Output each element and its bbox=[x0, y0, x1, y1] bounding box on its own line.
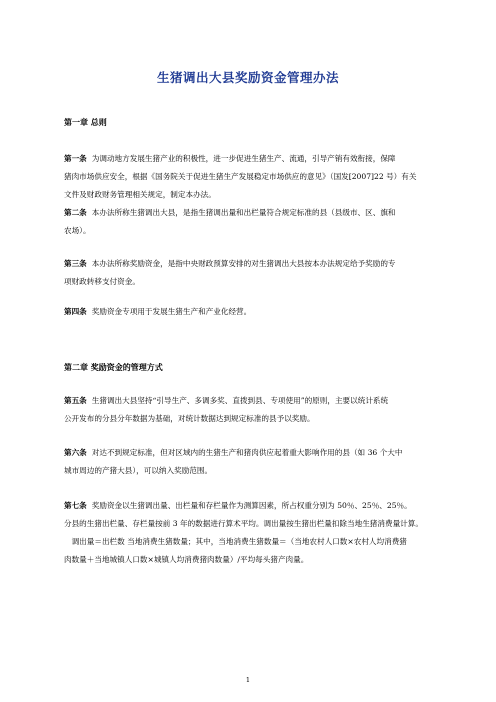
article-text: 本办法所称生猪调出大县，是指生猪调出量和出栏量符合规定标准的县（县级市、区、旗和 bbox=[91, 208, 396, 217]
article-text: 公开发布的分县分年数据为基础，对统计数据达到规定标准的县予以奖励。 bbox=[64, 414, 315, 423]
page-number: 1 bbox=[245, 676, 251, 684]
article-paragraph bbox=[64, 204, 436, 240]
article-text: 调出量＝出栏数 当地消费生猪数量；其中，当地消费生猪数量＝（当地农村人口数×农村人均消费猪 bbox=[64, 537, 407, 546]
article-text: 奖励资金以生猪调出量、出栏量和存栏量作为测算因素，所占权重分别为 50％、25％、25％。 bbox=[91, 501, 412, 510]
article-text: 为调动地方发展生猪产业的积极性，进一步促进生猪生产、流通，引导产销有效衔接，保障 bbox=[91, 154, 396, 163]
article-text: 肉数量＋当地城镇人口数×城镇人均消费猪肉数量）/平均每头猪产肉量。 bbox=[64, 555, 309, 564]
article-paragraph bbox=[64, 392, 436, 428]
article-number: 第五条 bbox=[64, 396, 87, 405]
article-number: 第四条 bbox=[64, 307, 87, 316]
article-text: 城市周边的产猪大县），可以纳入奖励范围。 bbox=[64, 466, 213, 475]
article-text: 分县的生猪出栏量、存栏量按前 3 年的数据进行算术平均。调出量按生猪出栏量扣除当地生猪消费量计算。 bbox=[64, 519, 423, 528]
chapter-heading: 第一章 总则 bbox=[64, 117, 107, 127]
document-title: 生猪调出大县奖励资金管理办法 bbox=[156, 70, 339, 85]
article-number: 第三条 bbox=[64, 259, 87, 268]
article-text: 生猪调出大县坚持“引导生产、多调多奖、直拨到县、专项使用”的原则，主要以统计系统 bbox=[91, 396, 389, 405]
article-text: 农场）。 bbox=[64, 226, 91, 235]
article-paragraph bbox=[64, 150, 436, 204]
article-text: 对达不到规定标准，但对区域内的生猪生产和猪肉供应起着重大影响作用的县（如 36 个大中 bbox=[91, 448, 403, 457]
article-number: 第二条 bbox=[64, 208, 87, 217]
article-text: 奖励资金专项用于发展生猪生产和产业化经营。 bbox=[91, 307, 252, 316]
article-paragraph bbox=[64, 255, 436, 291]
chapter-heading: 第二章 奖励资金的管理方式 bbox=[64, 362, 163, 372]
article-text: 项财政转移支付资金。 bbox=[64, 277, 140, 286]
article-paragraph bbox=[64, 303, 436, 321]
article-text: 文件及财政财务管理相关规定，制定本办法。 bbox=[64, 190, 216, 199]
article-number: 第一条 bbox=[64, 154, 87, 163]
article-paragraph bbox=[64, 497, 436, 569]
article-text: 猪肉市场供应安全，根据《国务院关于促进生猪生产发展稳定市场供应的意见》（国发[2007]22 号）有关 bbox=[64, 172, 417, 181]
article-number: 第六条 bbox=[64, 448, 87, 457]
article-paragraph bbox=[64, 444, 436, 480]
article-text: 本办法所称奖励资金，是指中央财政预算安排的对生猪调出大县按本办法规定给予奖励的专 bbox=[91, 259, 396, 268]
article-number: 第七条 bbox=[64, 501, 87, 510]
